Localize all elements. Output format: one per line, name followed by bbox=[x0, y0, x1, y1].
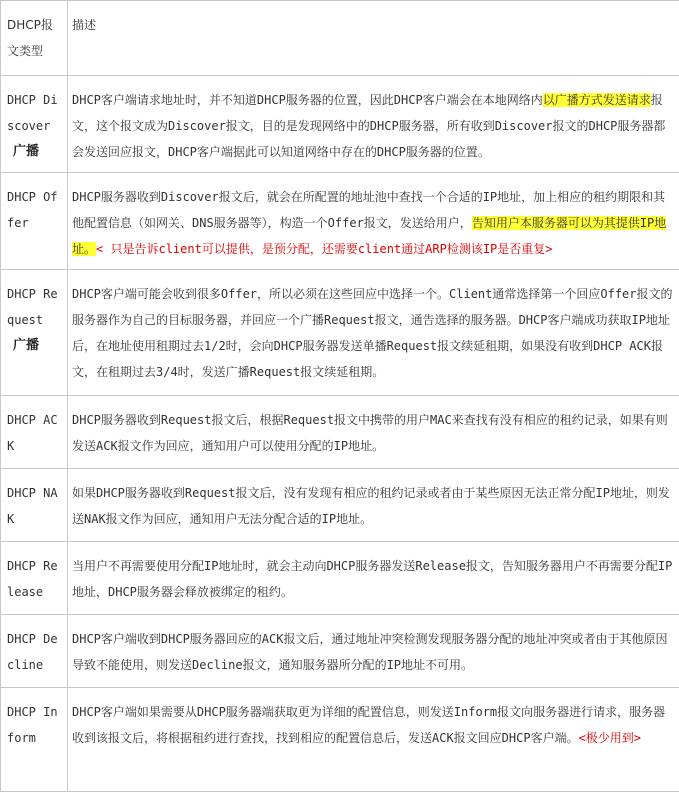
description-cell: DHCP服务器收到Request报文后，根据Request报文中携带的用户MAC来查找有没有相应的租约记录，如果有则发送ACK报文作为回应，通知用户可以使用分配的IP地址。 bbox=[68, 396, 679, 469]
type-name: DHCP NAK bbox=[7, 486, 58, 526]
table-row-decline bbox=[1, 615, 679, 688]
highlighted-text: 以广播方式发送请求 bbox=[542, 93, 651, 107]
header-type-column: DHCP报文类型 bbox=[1, 1, 68, 76]
header-description-column: 描述 bbox=[68, 1, 679, 76]
description-cell: DHCP客户端收到DHCP服务器回应的ACK报文后，通过地址冲突检测发现服务器分配的地址冲突或者由于其他原因导致不能使用，则发送Decline报文，通知服务器所分配的IP地址不可用。 bbox=[68, 615, 679, 688]
highlighted-text: 告知用户本服务器可以为其提供IP地址。 bbox=[72, 216, 667, 256]
description-cell: DHCP客户端可能会收到很多Offer，所以必须在这些回应中选择一个。Client通常选择第一个回应Offer报文的服务器作为自己的目标服务器，并回应一个广播Request报文，通告选择的服务器。DHCP客户端成功获取IP地址后，在地址使用租期过去1/2时，会向DHCP服务器发送单播Request报文续延租期，如果没有收到DHCP ACK报文，在租期过去3/4时，发送广播Request报文续延租期。 bbox=[68, 270, 679, 396]
table-header-row bbox=[1, 1, 679, 76]
type-cell bbox=[1, 688, 68, 792]
table-row-nak bbox=[1, 469, 679, 542]
type-cell bbox=[1, 396, 68, 469]
description-cell: 如果DHCP服务器收到Request报文后，没有发现有相应的租约记录或者由于某些原因无法正常分配IP地址，则发送NAK报文作为回应，通知用户无法分配合适的IP地址。 bbox=[68, 469, 679, 542]
annotation-text: < 只是告诉client可以提供，是预分配，还需要client通过ARP检测该IP是否重复> bbox=[96, 242, 553, 256]
type-name: DHCP Discover bbox=[7, 93, 58, 133]
type-cell bbox=[1, 173, 68, 270]
description-cell bbox=[68, 76, 679, 173]
type-name: DHCP Release bbox=[7, 559, 58, 599]
type-cell bbox=[1, 76, 68, 173]
description-cell: 当用户不再需要使用分配IP地址时，就会主动向DHCP服务器发送Release报文，告知服务器用户不再需要分配IP地址，DHCP服务器会释放被绑定的租约。 bbox=[68, 542, 679, 615]
description-cell bbox=[68, 173, 679, 270]
broadcast-tag: 广播 bbox=[13, 144, 40, 159]
table-row-offer bbox=[1, 173, 679, 270]
table-row-inform bbox=[1, 688, 679, 792]
table-row-discover bbox=[1, 76, 679, 173]
description-text: 报文，这个报文成为Discover报文，目的是发现网络中的DHCP服务器，所有收到Discover报文的DHCP服务器都会发送回应报文，DHCP客户端据此可以知道网络中存在的DHCP服务器的位置。 bbox=[72, 93, 666, 159]
table-row-release bbox=[1, 542, 679, 615]
description-text: DHCP客户端如果需要从DHCP服务器端获取更为详细的配置信息，则发送Inform报文向服务器进行请求，服务器收到该报文后，将根据租约进行查找，找到相应的配置信息后，发送ACK报文回应DHCP客户端。 bbox=[72, 705, 666, 745]
type-name: DHCP Request bbox=[7, 287, 58, 327]
description-text: DHCP服务器收到Discover报文后，就会在所配置的地址池中查找一个合适的IP地址，加上相应的租约期限和其他配置信息（如网关、DNS服务器等），构造一个Offer报文，发送给用户， bbox=[72, 190, 666, 230]
broadcast-tag: 广播 bbox=[13, 338, 40, 353]
table-row-ack bbox=[1, 396, 679, 469]
type-name: DHCP ACK bbox=[7, 413, 58, 453]
table-row-request bbox=[1, 270, 679, 396]
type-name: DHCP Decline bbox=[7, 632, 58, 672]
type-cell bbox=[1, 270, 68, 396]
annotation-text: <极少用到> bbox=[578, 731, 642, 745]
type-cell bbox=[1, 542, 68, 615]
description-cell bbox=[68, 688, 679, 792]
type-name: DHCP Offer bbox=[7, 190, 58, 230]
description-text: DHCP客户端请求地址时，并不知道DHCP服务器的位置，因此DHCP客户端会在本地网络内 bbox=[72, 93, 543, 107]
type-name: DHCP Inform bbox=[7, 705, 58, 745]
type-cell bbox=[1, 469, 68, 542]
type-cell bbox=[1, 615, 68, 688]
